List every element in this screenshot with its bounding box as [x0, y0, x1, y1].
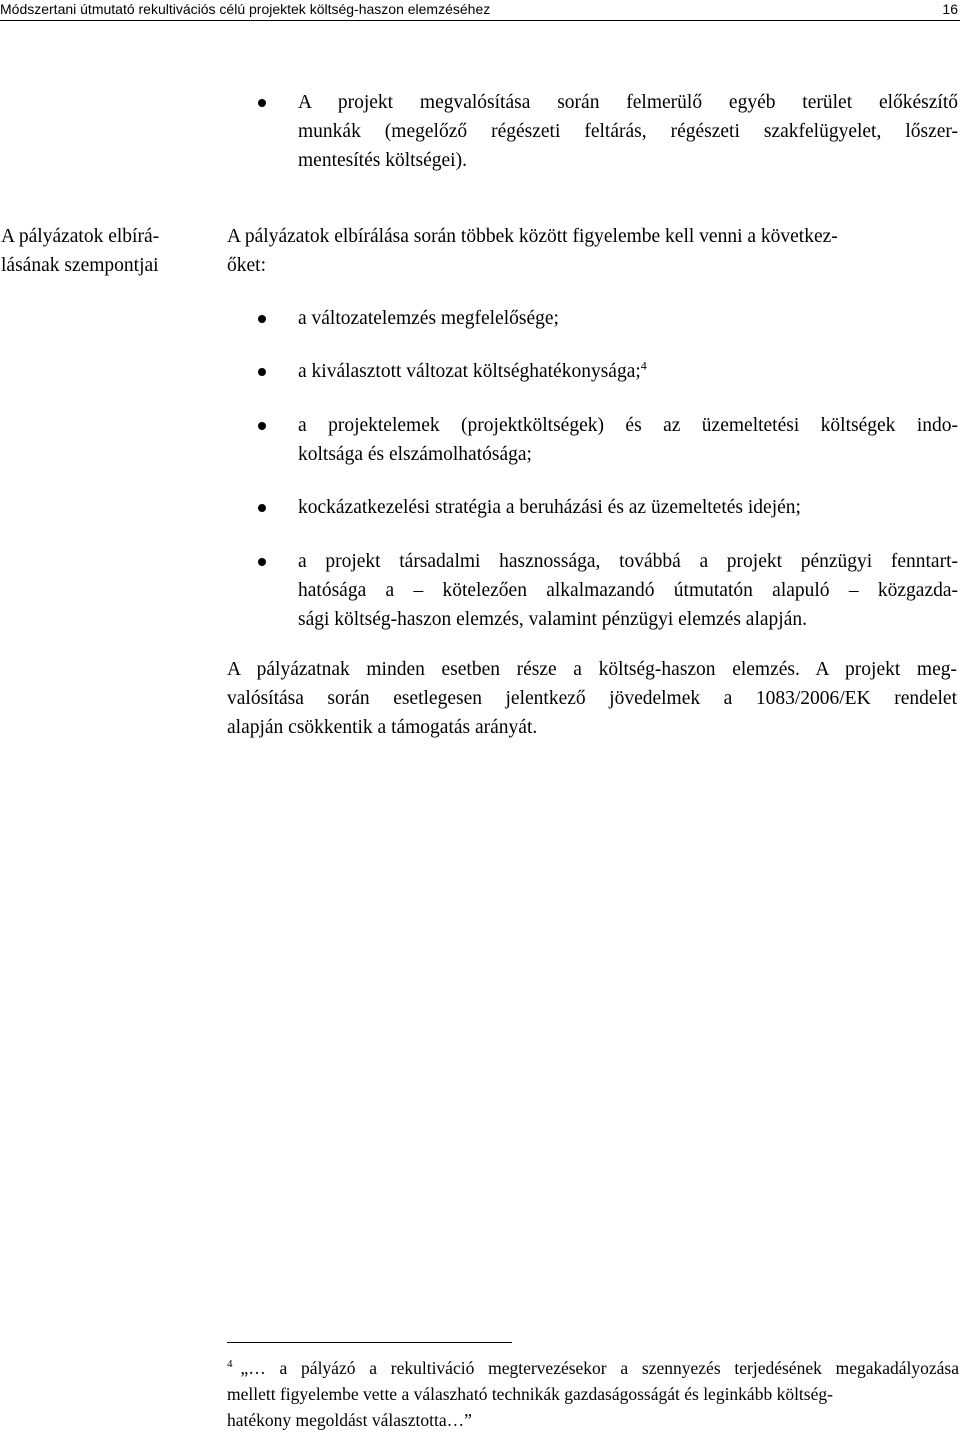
text-line: koltsága és elszámolhatósága;	[298, 444, 532, 465]
list-item-text	[298, 547, 958, 634]
bullet-icon	[258, 99, 266, 107]
footnote-reference: 4	[640, 358, 647, 373]
footnote-text: „… a pályázó a rekultiváció megtervezésekor a szennyezés terjedésének megakadályozása	[240, 1358, 959, 1378]
text-line: hatékony megoldást választotta…”	[227, 1410, 472, 1430]
document-title: Módszertani útmutató rekultivációs célú projektek költség-haszon elemzéséhez	[0, 1, 491, 17]
text-line: alapján csökkentik a támogatás arányát.	[227, 717, 538, 738]
list-item-criterion-2	[258, 357, 958, 387]
list-item-criterion-4	[258, 493, 958, 523]
page-header	[0, 0, 960, 21]
text-line: valósítása során esetlegesen jelentkező jövedelmek a 1083/2006/EK rendelet	[227, 688, 957, 709]
list-item-criterion-1	[258, 304, 958, 334]
text-line: mentesítés költségei).	[298, 150, 467, 171]
footnote-separator	[227, 1342, 512, 1343]
text-line: A pályázatok elbírá-	[1, 226, 160, 247]
text-line: hatósága a – kötelezően alkalmazandó útmutatón alapuló – közgazda-	[298, 580, 958, 601]
text-line	[227, 1355, 959, 1381]
text-line: a projekt társadalmi hasznossága, továbbá a projekt pénzügyi fenntart-	[298, 551, 958, 572]
text-line: sági költség-haszon elemzés, valamint pénzügyi elemzés alapján.	[298, 609, 807, 630]
list-item-text	[298, 357, 958, 386]
criterion-text: a kiválasztott változat költséghatékonysága;	[298, 361, 641, 382]
text-line: A pályázatok elbírálása során többek között figyelembe kell venni a következ-	[227, 226, 838, 247]
margin-heading	[1, 222, 191, 280]
text-line: lásának szempontjai	[1, 255, 159, 276]
text-line: A projekt megvalósítása során felmerülő egyéb terület előkészítő	[298, 92, 958, 113]
text-line: munkák (megelőző régészeti feltárás, régészeti szakfelügyelet, lőszer-	[298, 121, 958, 142]
text-line: A pályázatnak minden esetben része a költség-haszon elemzés. A projekt meg-	[227, 659, 957, 680]
list-item-text: kockázatkezelési stratégia a beruházási és az üzemeltetés idején;	[298, 497, 801, 518]
footnote	[227, 1355, 959, 1433]
closing-paragraph	[227, 655, 957, 742]
text-line: a projektelemek (projektköltségek) és az üzemeltetési költségek indo-	[298, 415, 958, 436]
bullet-icon	[258, 422, 266, 430]
text-line: őket:	[227, 255, 266, 276]
bullet-icon	[258, 368, 266, 376]
intro-paragraph	[227, 222, 957, 280]
footnote-number: 4	[227, 1358, 233, 1371]
list-item-criterion-3	[258, 411, 958, 471]
list-item-criterion-5	[258, 547, 958, 637]
list-item-text	[298, 88, 958, 175]
text-line: mellett figyelembe vette a válaszható technikák gazdaságosságát és leginkább költség-	[227, 1384, 833, 1404]
page-number: 16	[942, 1, 958, 17]
bullet-icon	[258, 558, 266, 566]
bullet-icon	[258, 315, 266, 323]
list-item-site-preparation	[258, 88, 958, 178]
list-item-text	[298, 411, 958, 469]
bullet-icon	[258, 504, 266, 512]
list-item-text: a változatelemzés megfelelősége;	[298, 308, 559, 329]
